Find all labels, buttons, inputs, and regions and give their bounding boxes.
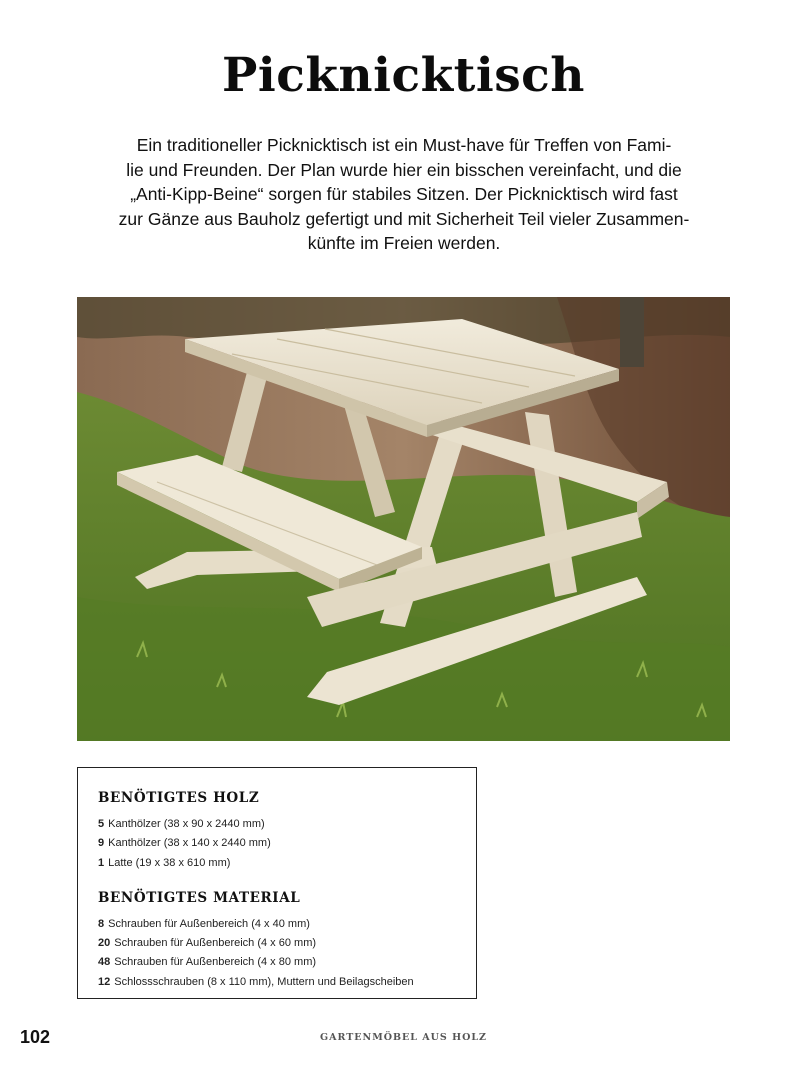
running-footer-title: GARTENMÖBEL AUS HOLZ [320,1032,487,1043]
wood-heading: BENÖTIGTES HOLZ [98,790,260,806]
list-item [98,815,476,834]
item-quantity: 20 [98,937,111,950]
item-text: Schrauben für Außenbereich (4 x 40 mm) [108,917,310,930]
intro-line: lie und Freunden. Der Plan wurde hier ein bisschen vereinfacht, und die [126,159,682,180]
picnic-table-photo [77,297,730,741]
page-title: Picknicktisch [222,48,585,103]
item-text: Schrauben für Außenbereich (4 x 60 mm) [114,937,317,950]
list-item [98,915,476,934]
page-number: 102 [20,1027,51,1047]
intro-line: zur Gänze aus Bauholz gefertigt und mit Sicherheit Teil vieler Zusammen- [118,208,690,229]
list-item [98,934,476,953]
intro-line: künfte im Freien werden. [307,233,501,254]
list-item [98,834,476,853]
list-item [98,973,476,992]
item-text: Kanthölzer (38 x 140 x 2440 mm) [108,837,271,850]
item-text: Schlossschrauben (8 x 110 mm), Muttern und Beilagscheiben [114,975,414,988]
wood-list [98,815,476,873]
item-quantity: 8 [98,917,105,930]
intro-line: „Anti-Kipp-Beine“ sorgen für stabiles Sitzen. Der Picknicktisch wird fast [130,184,678,205]
list-item [98,854,476,873]
picnic-table-illustration [77,297,730,741]
item-quantity: 9 [98,837,105,850]
item-text: Latte (19 x 38 x 610 mm) [108,856,231,869]
intro-paragraph [78,133,730,256]
item-text: Kanthölzer (38 x 90 x 2440 mm) [108,818,265,830]
item-quantity: 1 [98,856,105,869]
item-quantity: 48 [98,956,111,969]
intro-line: Ein traditioneller Picknicktisch ist ein Must-have für Treffen von Fami- [136,135,672,155]
item-quantity: 12 [98,975,111,988]
list-item [98,953,476,972]
material-heading: BENÖTIGTES MATERIAL [98,889,301,906]
item-quantity: 5 [98,818,105,830]
item-text: Schrauben für Außenbereich (4 x 80 mm) [114,956,317,969]
materials-box [77,767,477,999]
material-list [98,915,476,992]
